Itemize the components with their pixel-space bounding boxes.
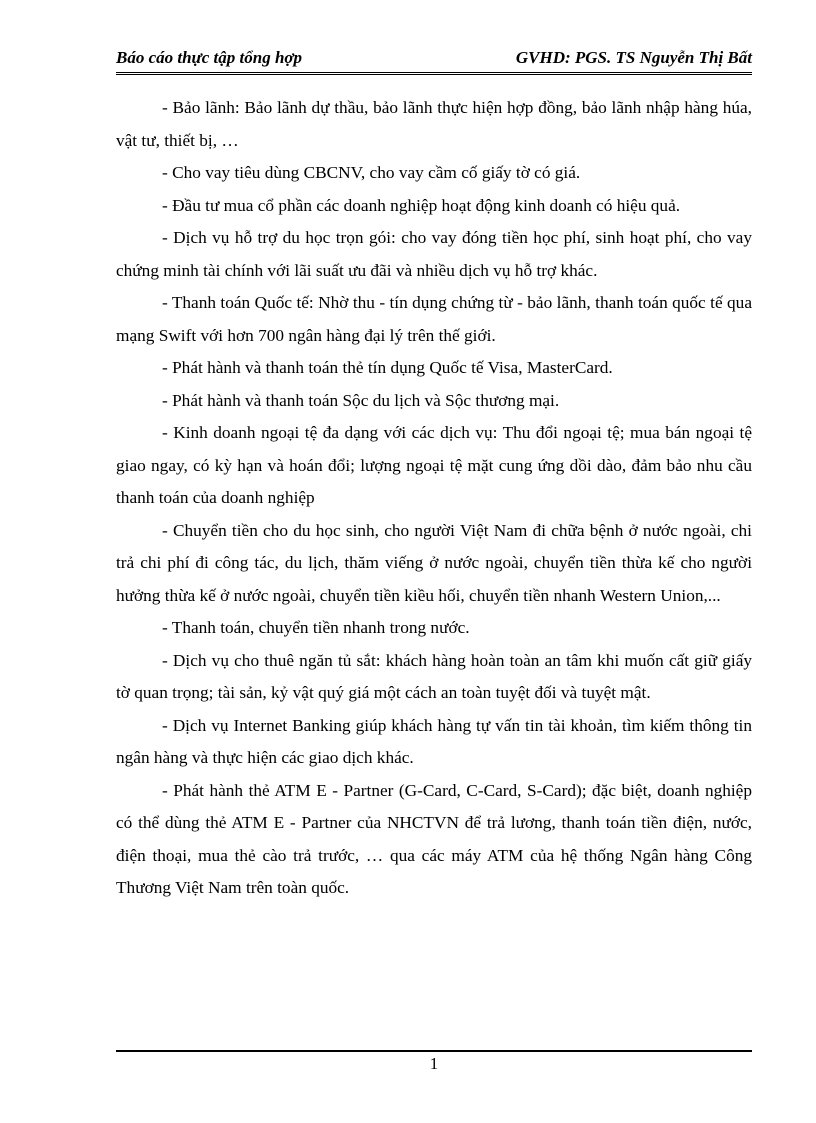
- paragraph-equity-investment: - Đầu tư mua cổ phần các doanh nghiệp hoạt động kinh doanh có hiệu quả.: [162, 195, 681, 215]
- paragraph-foreign-exchange: - Kinh doanh ngoại tệ đa dạng với các dịch vụ: Thu đổi ngoại tệ; mua bán ngoại tệ giao ngay, có kỳ hạn và hoán đổi; lượng ngoại tệ mặt cung ứng dồi dào, đảm bảo nhu cầu thanh toán của doanh nghiệp: [116, 423, 752, 507]
- paragraph-remittance: - Chuyển tiền cho du học sinh, cho người Việt Nam đi chữa bệnh ở nước ngoài, chi trả chi phí đi công tác, du lịch, thăm viếng ở nước ngoài, chuyển tiền thừa kế cho người hưởng thừa kế ở nước ngoài, chuyển tiền kiều hối, chuyển tiền nhanh Western Union,...: [116, 520, 752, 605]
- paragraph-cheques: - Phát hành và thanh toán Sộc du lịch và Sộc thương mại.: [162, 390, 560, 410]
- paragraph-international-payment: - Thanh toán Quốc tế: Nhờ thu - tín dụng chứng từ - bảo lãnh, thanh toán quốc tế qua mạng Swift với hơn 700 ngân hàng đại lý trên thế giới.: [116, 293, 752, 345]
- paragraph-domestic-transfer: - Thanh toán, chuyển tiền nhanh trong nước.: [162, 618, 470, 637]
- report-title: Báo cáo thực tập tổng hợp: [116, 48, 303, 67]
- footer-divider: [116, 1050, 752, 1052]
- paragraph-study-abroad: - Dịch vụ hỗ trợ du học trọn gói: cho vay đóng tiền học phí, sinh hoạt phí, cho vay chứng minh tài chính với lãi suất ưu đãi và nhiều dịch vụ hỗ trợ khác.: [116, 228, 752, 280]
- paragraph-guarantee: - Bảo lãnh: Bảo lãnh dự thầu, bảo lãnh thực hiện hợp đồng, bảo lãnh nhập hàng húa, vật tư, thiết bị, …: [116, 98, 752, 150]
- document-body: [116, 92, 752, 905]
- paragraph-internet-banking: - Dịch vụ Internet Banking giúp khách hàng tự vấn tin tài khoản, tìm kiếm thông tin ngân hàng và thực hiện các giao dịch khác.: [116, 715, 752, 767]
- paragraph-safe-deposit: - Dịch vụ cho thuê ngăn tủ sắt: khách hàng hoàn toàn an tâm khi muốn cất giữ giấy tờ quan trọng; tài sản, kỷ vật quý giá một cách an toàn tuyệt đối và tuyệt mật.: [116, 650, 752, 702]
- page-number: 1: [429, 1054, 439, 1073]
- page-header: [116, 46, 752, 75]
- paragraph-credit-cards: - Phát hành và thanh toán thẻ tín dụng Quốc tế Visa, MasterCard.: [162, 358, 613, 377]
- paragraph-atm-cards: - Phát hành thẻ ATM E - Partner (G-Card, C-Card, S-Card); đặc biệt, doanh nghiệp có thể dùng thẻ ATM E - Partner của NHCTVN để trả lương, thanh toán tiền điện, nước, điện thoại, mua thẻ cào trả trước, … qua các máy ATM của hệ thống Ngân hàng Công Thương Việt Nam trên toàn quốc.: [116, 780, 752, 897]
- paragraph-consumer-loans: - Cho vay tiêu dùng CBCNV, cho vay cầm cố giấy tờ có giá.: [162, 163, 581, 182]
- advisor-name: GVHD: PGS. TS Nguyễn Thị Bất: [515, 48, 752, 67]
